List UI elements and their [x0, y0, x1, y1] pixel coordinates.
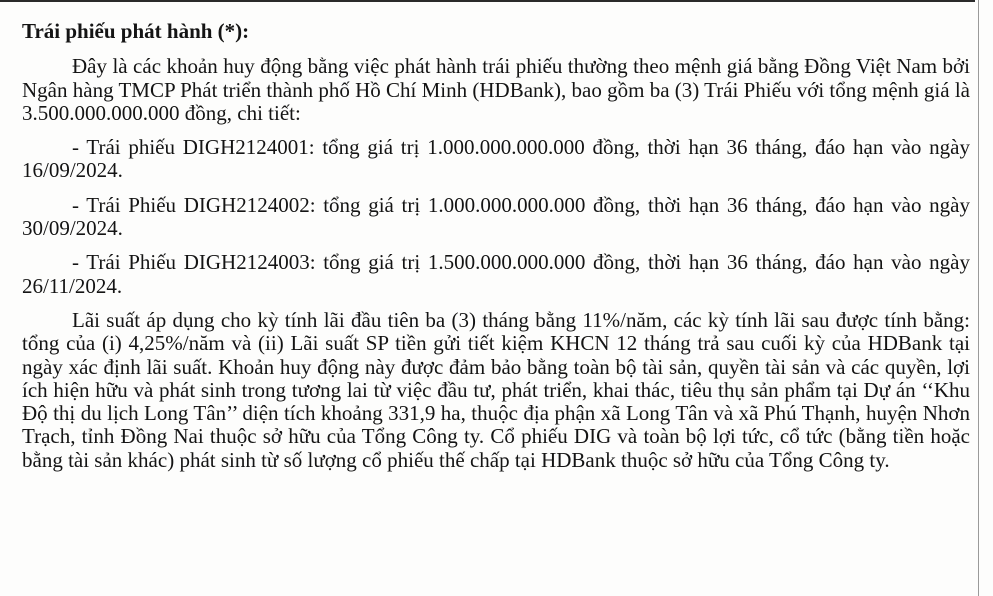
document-body — [22, 20, 970, 472]
top-border-line — [0, 0, 975, 2]
terms-paragraph: Lãi suất áp dụng cho kỳ tính lãi đầu tiên ba (3) tháng bằng 11%/năm, các kỳ tính lãi sau được tính bằng: tổng của (i) 4,25%/năm và (ii) Lãi suất SP tiền gửi tiết kiệm KHCN 12 tháng trả sau cuối kỳ của HDBank tại ngày xác định lãi suất. Khoản huy động này được đảm bảo bằng toàn bộ tài sản, quyền tài sản và các quyền, lợi ích hiện hữu và phát sinh trong tương lai từ việc đầu tư, phát triển, khai thác, tiêu thụ sản phẩm tại Dự án ‘‘Khu Độ thị du lịch Long Tân’’ diện tích khoảng 331,9 ha, thuộc địa phận xã Long Tân và xã Phú Thạnh, huyện Nhơn Trạch, tỉnh Đồng Nai thuộc sở hữu của Tổng Công ty. Cổ phiếu DIG và toàn bộ lợi tức, cổ tức (bằng tiền hoặc bằng tài sản khác) phát sinh từ số lượng cổ phiếu thế chấp tại HDBank thuộc sở hữu của Tổng Công ty. — [22, 307, 970, 472]
right-margin-line — [978, 0, 979, 596]
bond-item-1: - Trái phiếu DIGH2124001: tổng giá trị 1.000.000.000.000 đồng, thời hạn 36 tháng, đáo hạn vào ngày 16/09/2024. — [22, 135, 970, 183]
bond-item-3: - Trái Phiếu DIGH2124003: tổng giá trị 1.500.000.000.000 đồng, thời hạn 36 tháng, đáo hạn vào ngày 26/11/2024. — [22, 250, 970, 298]
bond-item-2: - Trái Phiếu DIGH2124002: tổng giá trị 1.000.000.000.000 đồng, thời hạn 36 tháng, đáo hạn vào ngày 30/09/2024. — [22, 192, 970, 241]
section-heading: Trái phiếu phát hành (*): — [22, 19, 250, 43]
intro-paragraph: Đây là các khoản huy động bằng việc phát hành trái phiếu thường theo mệnh giá bằng Đồng Việt Nam bởi Ngân hàng TMCP Phát triển thành phố Hồ Chí Minh (HDBank), bao gồm ba (3) Trái Phiếu với tổng mệnh giá là 3.500.000.000.000 đồng, chi tiết: — [22, 54, 970, 125]
